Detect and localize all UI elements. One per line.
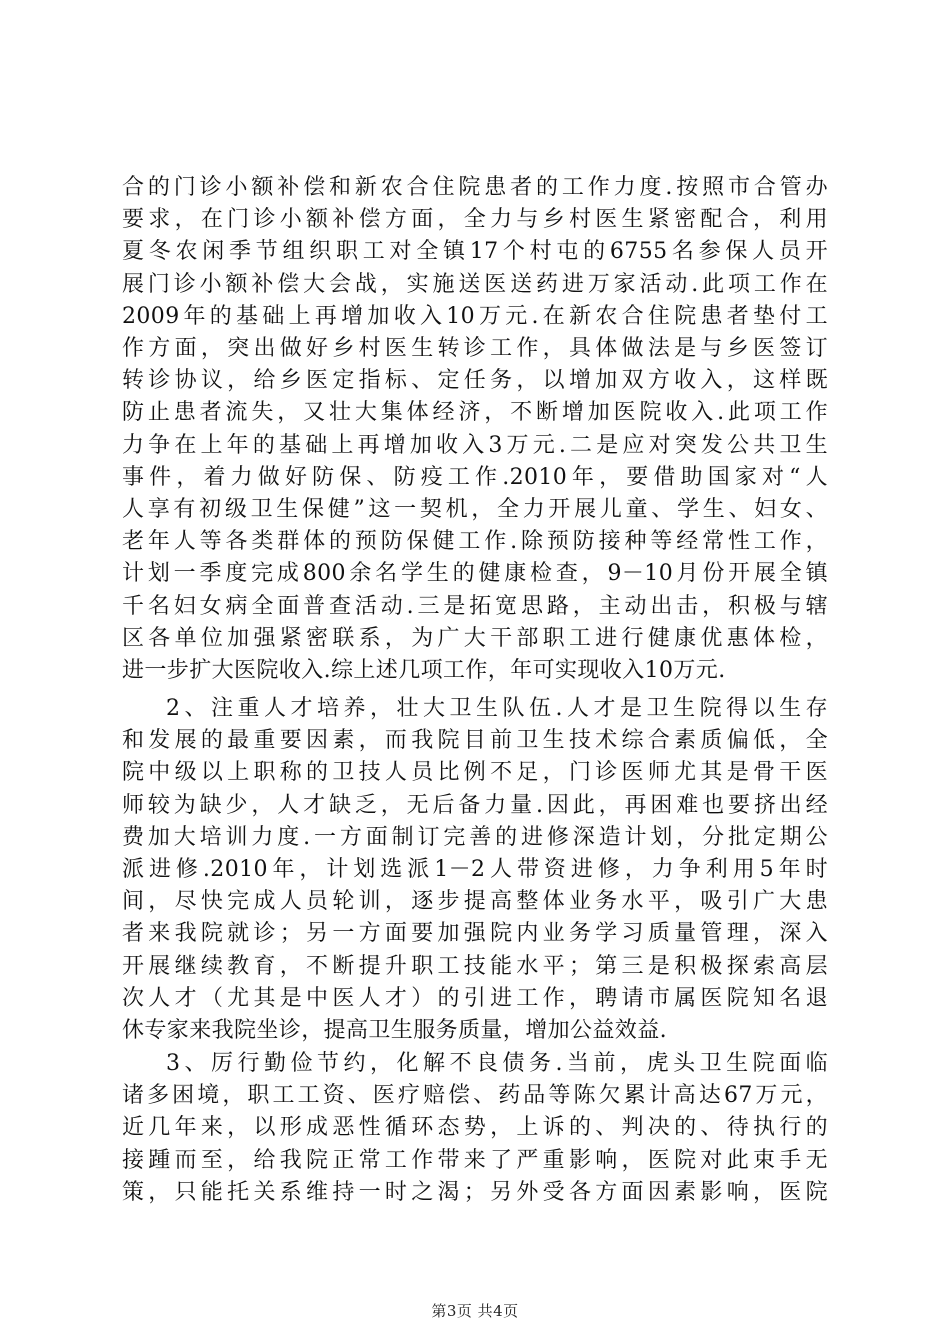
text-line: 2009年的基础上再增加收入10万元.在新农合住院患者垫付工 [122, 303, 828, 329]
text-line: 院中级以上职称的卫技人员比例不足，门诊医师尤其是骨干医 [122, 760, 828, 786]
text-line: 合的门诊小额补偿和新农合住院患者的工作力度.按照市合管办 [122, 175, 828, 200]
text-line: 进一步扩大医院收入.综上述几项工作，年可实现收入10万元. [122, 658, 726, 684]
text-line: 区各单位加强紧密联系，为广大干部职工进行健康优惠体检， [122, 625, 828, 651]
text-line: 事件，着力做好防保、防疫工作.2010年，要借助国家对“人 [122, 464, 828, 490]
text-line: 2、注重人才培养，壮大卫生队伍.人才是卫生院得以生存 [166, 696, 828, 721]
text-line: 人享有初级卫生保健”这一契机，全力开展儿童、学生、妇女、 [122, 497, 828, 523]
text-line: 作方面，突出做好乡村医生转诊工作，具体做法是与乡医签订 [122, 336, 828, 362]
text-line: 费加大培训力度.一方面制订完善的进修深造计划，分批定期公 [122, 824, 828, 850]
text-line: 者来我院就诊；另一方面要加强院内业务学习质量管理，深入 [122, 921, 828, 947]
text-line: 策，只能托关系维持一时之渴；另外受各方面因素影响，医院 [122, 1179, 828, 1205]
paragraph-2 [122, 693, 828, 1047]
text-line: 师较为缺少，人才缺乏，无后备力量.因此，再困难也要挤出经 [122, 792, 828, 818]
text-line: 和发展的最重要因素，而我院目前卫生技术综合素质偏低，全 [122, 728, 828, 754]
text-line: 展门诊小额补偿大会战，实施送医送药进万家活动.此项工作在 [122, 271, 828, 297]
text-line: 接踵而至，给我院正常工作带来了严重影响，医院对此束手无 [122, 1147, 828, 1173]
text-line: 间，尽快完成人员轮训，逐步提高整体业务水平，吸引广大患 [122, 889, 828, 915]
paragraph-3 [122, 1048, 828, 1209]
text-line: 夏冬农闲季节组织职工对全镇17个村屯的6755名参保人员开 [122, 239, 828, 265]
text-line: 老年人等各类群体的预防保健工作.除预防接种等经常性工作， [122, 529, 828, 555]
text-line: 要求，在门诊小额补偿方面，全力与乡村医生紧密配合，利用 [122, 207, 828, 233]
text-line: 近几年来，以形成恶性循环态势，上诉的、判决的、待执行的 [122, 1115, 828, 1141]
page-number-footer: 第3页 共4页 [431, 1302, 519, 1320]
text-line: 3、厉行勤俭节约，化解不良债务.当前，虎头卫生院面临 [166, 1051, 828, 1076]
text-line: 诸多困境，职工工资、医疗赔偿、药品等陈欠累计高达67万元， [122, 1083, 828, 1109]
text-line: 千名妇女病全面普查活动.三是拓宽思路，主动出击，积极与辖 [122, 593, 828, 619]
text-line: 休专家来我院坐诊，提高卫生服务质量，增加公益效益. [122, 1018, 667, 1044]
text-line: 计划一季度完成800余名学生的健康检查，9－10月份开展全镇 [122, 561, 828, 587]
text-line: 防止患者流失，又壮大集体经济，不断增加医院收入.此项工作 [122, 400, 828, 426]
text-line: 力争在上年的基础上再增加收入3万元.二是应对突发公共卫生 [122, 432, 828, 458]
text-line: 次人才（尤其是中医人才）的引进工作，聘请市属医院知名退 [122, 985, 828, 1011]
text-line: 转诊协议，给乡医定指标、定任务，以增加双方收入，这样既 [122, 368, 828, 394]
paragraph-1 [122, 172, 828, 687]
text-line: 开展继续教育，不断提升职工技能水平；第三是积极探索高层 [122, 953, 828, 979]
text-line: 派进修.2010年，计划选派1－2人带资进修，力争利用5年时 [122, 857, 828, 883]
